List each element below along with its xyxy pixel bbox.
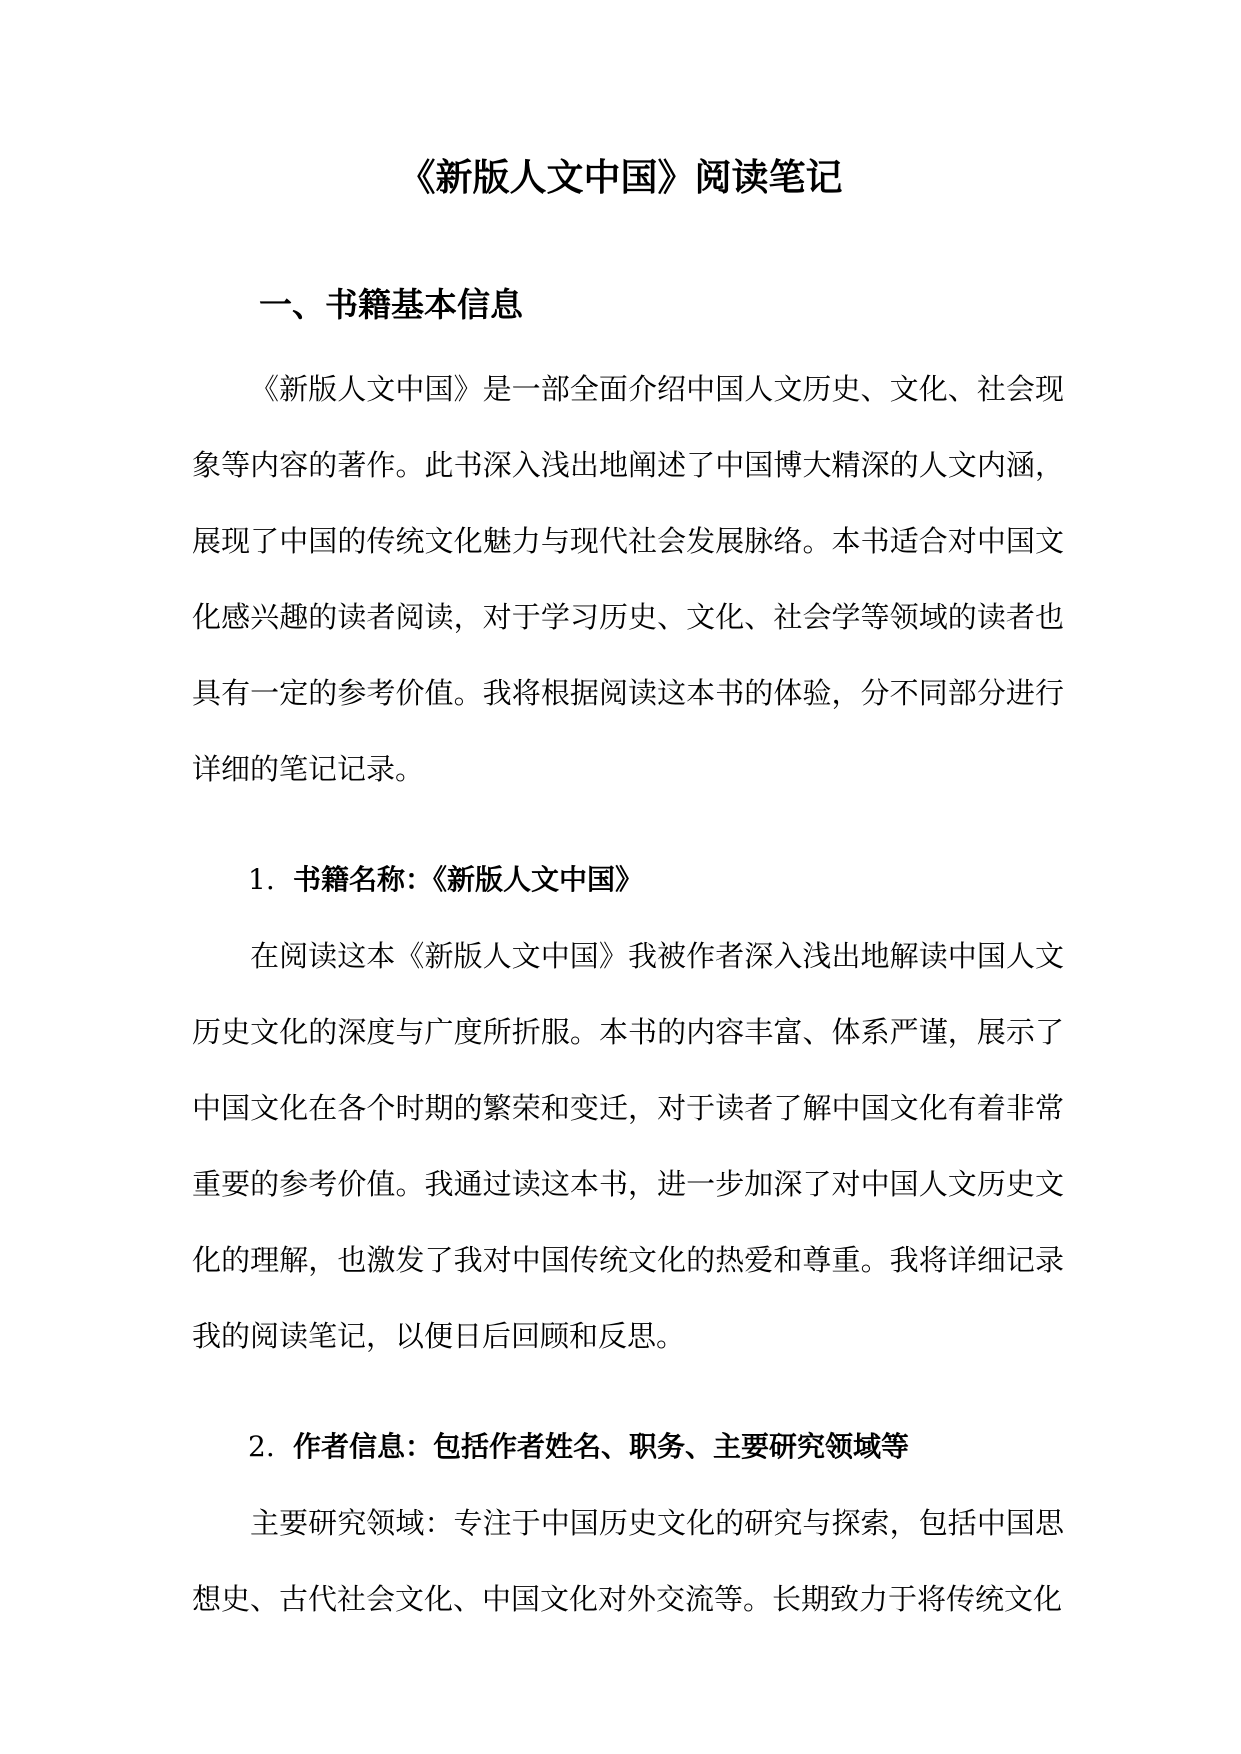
item-heading-text: 书籍名称：《新版人文中国》 bbox=[293, 863, 644, 896]
item-heading-text: 作者信息：包括作者姓名、职务、主要研究领域等 bbox=[293, 1430, 910, 1463]
item-heading-author-info bbox=[248, 1409, 909, 1485]
item-number: 1. bbox=[248, 863, 275, 896]
author-info-paragraph: 主要研究领域：专注于中国历史文化的研究与探索，包括中国思想史、古代社会文化、中国文化对外交流等。长期致力于将传统文化 bbox=[192, 1506, 1064, 1616]
document-title: 《新版人文中国》阅读笔记 bbox=[398, 155, 843, 199]
intro-paragraph: 《新版人文中国》是一部全面介绍中国人文历史、文化、社会现象等内容的著作。此书深入浅出地阐述了中国博大精深的人文内涵，展现了中国的传统文化魅力与现代社会发展脉络。本书适合对中国文化感兴趣的读者阅读，对于学习历史、文化、社会学等领域的读者也具有一定的参考价值。我将根据阅读这本书的体验，分不同部分进行详细的笔记记录。 bbox=[192, 372, 1064, 786]
item-heading-book-name bbox=[248, 842, 643, 918]
book-name-paragraph: 在阅读这本《新版人文中国》我被作者深入浅出地解读中国人文历史文化的深度与广度所折服。本书的内容丰富、体系严谨，展示了中国文化在各个时期的繁荣和变迁，对于读者了解中国文化有着非常重要的参考价值。我通过读这本书，进一步加深了对中国人文历史文化的理解，也激发了我对中国传统文化的热爱和尊重。我将详细记录我的阅读笔记，以便日后回顾和反思。 bbox=[192, 939, 1064, 1353]
section-heading-basic-info: 一、书籍基本信息 bbox=[259, 285, 523, 324]
item-number: 2. bbox=[248, 1430, 275, 1463]
